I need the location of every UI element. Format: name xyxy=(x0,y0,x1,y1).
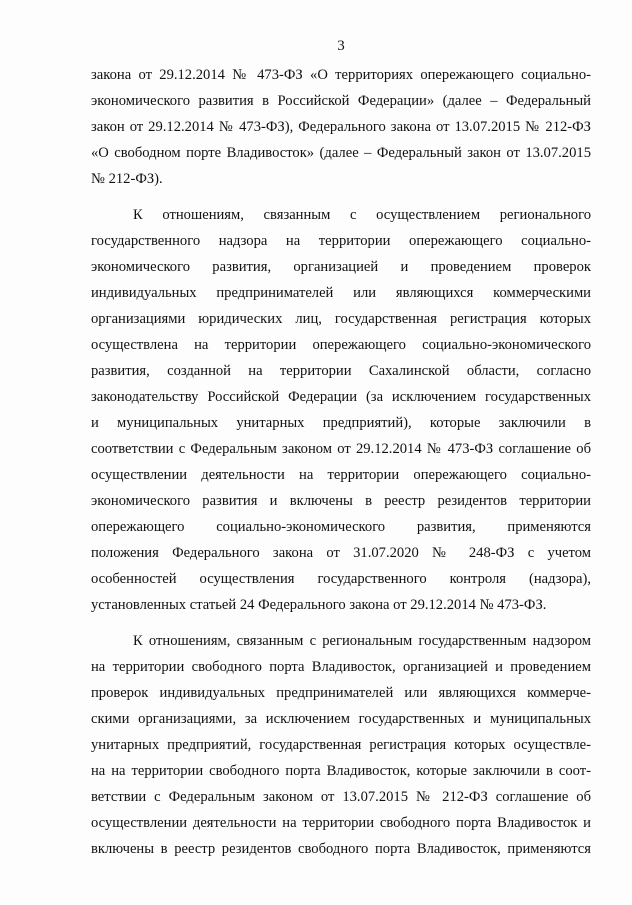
text-line: экономического развития в Российской Федерации» (далее – Федеральный xyxy=(91,93,591,109)
text-line: ветствии с Федеральным законом от 13.07.2015 № 212-ФЗ соглашение об xyxy=(91,789,591,805)
text-line: осуществлении деятельности на территории свободного порта Владивосток и xyxy=(91,815,591,831)
text-line: К отношениям, связанным с региональным государственным надзором xyxy=(133,633,591,649)
text-line: положения Федерального закона от 31.07.2020 № 248-ФЗ с учетом xyxy=(91,545,591,561)
text-line: законодательству Российской Федерации (за исключением государственных xyxy=(91,389,591,405)
text-line: соответствии с Федеральным законом от 29.12.2014 № 473-ФЗ соглашение об xyxy=(91,441,591,457)
text-line: осуществлена на территории опережающего социально-экономического xyxy=(91,337,591,353)
text-line: развития, созданной на территории Сахалинской области, согласно xyxy=(91,363,591,379)
text-line: индивидуальных предпринимателей или являющихся коммерческими xyxy=(91,285,591,301)
text-line: № 212-ФЗ). xyxy=(91,171,163,187)
text-line: государственного надзора на территории опережающего социально- xyxy=(91,233,591,249)
text-line: экономического развития, организацией и проведением проверок xyxy=(91,259,591,275)
text-line: «О свободном порте Владивосток» (далее – Федеральный закон от 13.07.2015 xyxy=(91,145,591,161)
text-line: экономического развития и включены в реестр резидентов территории xyxy=(91,493,591,509)
text-line: включены в реестр резидентов свободного порта Владивосток, применяются xyxy=(91,841,591,857)
text-line: на на территории свободного порта Владивосток, которые заключили в соот- xyxy=(91,763,591,779)
text-line: установленных статьей 24 Федерального закона от 29.12.2014 № 473-ФЗ. xyxy=(91,597,547,613)
text-line: закона от 29.12.2014 № 473-ФЗ «О территориях опережающего социально- xyxy=(91,67,591,83)
text-line: организациями юридических лиц, государственная регистрация которых xyxy=(91,311,591,327)
text-line: скими организациями, за исключением государственных и муниципальных xyxy=(91,711,591,727)
text-line: особенностей осуществления государственного контроля (надзора), xyxy=(91,571,591,587)
text-line: унитарных предприятий, государственная регистрация которых осуществле- xyxy=(91,737,591,753)
text-line: закон от 29.12.2014 № 473-ФЗ), Федерального закона от 13.07.2015 № 212-ФЗ xyxy=(91,119,591,135)
text-line: на территории свободного порта Владивосток, организацией и проведением xyxy=(91,659,591,675)
text-line: осуществлении деятельности на территории опережающего социально- xyxy=(91,467,591,483)
text-line: и муниципальных унитарных предприятий), которые заключили в xyxy=(91,415,591,431)
text-line: К отношениям, связанным с осуществлением регионального xyxy=(133,207,591,223)
text-line: проверок индивидуальных предпринимателей или являющихся коммерче- xyxy=(91,685,591,701)
page-number: 3 xyxy=(337,38,345,54)
text-line: опережающего социально-экономического развития, применяются xyxy=(91,519,591,535)
